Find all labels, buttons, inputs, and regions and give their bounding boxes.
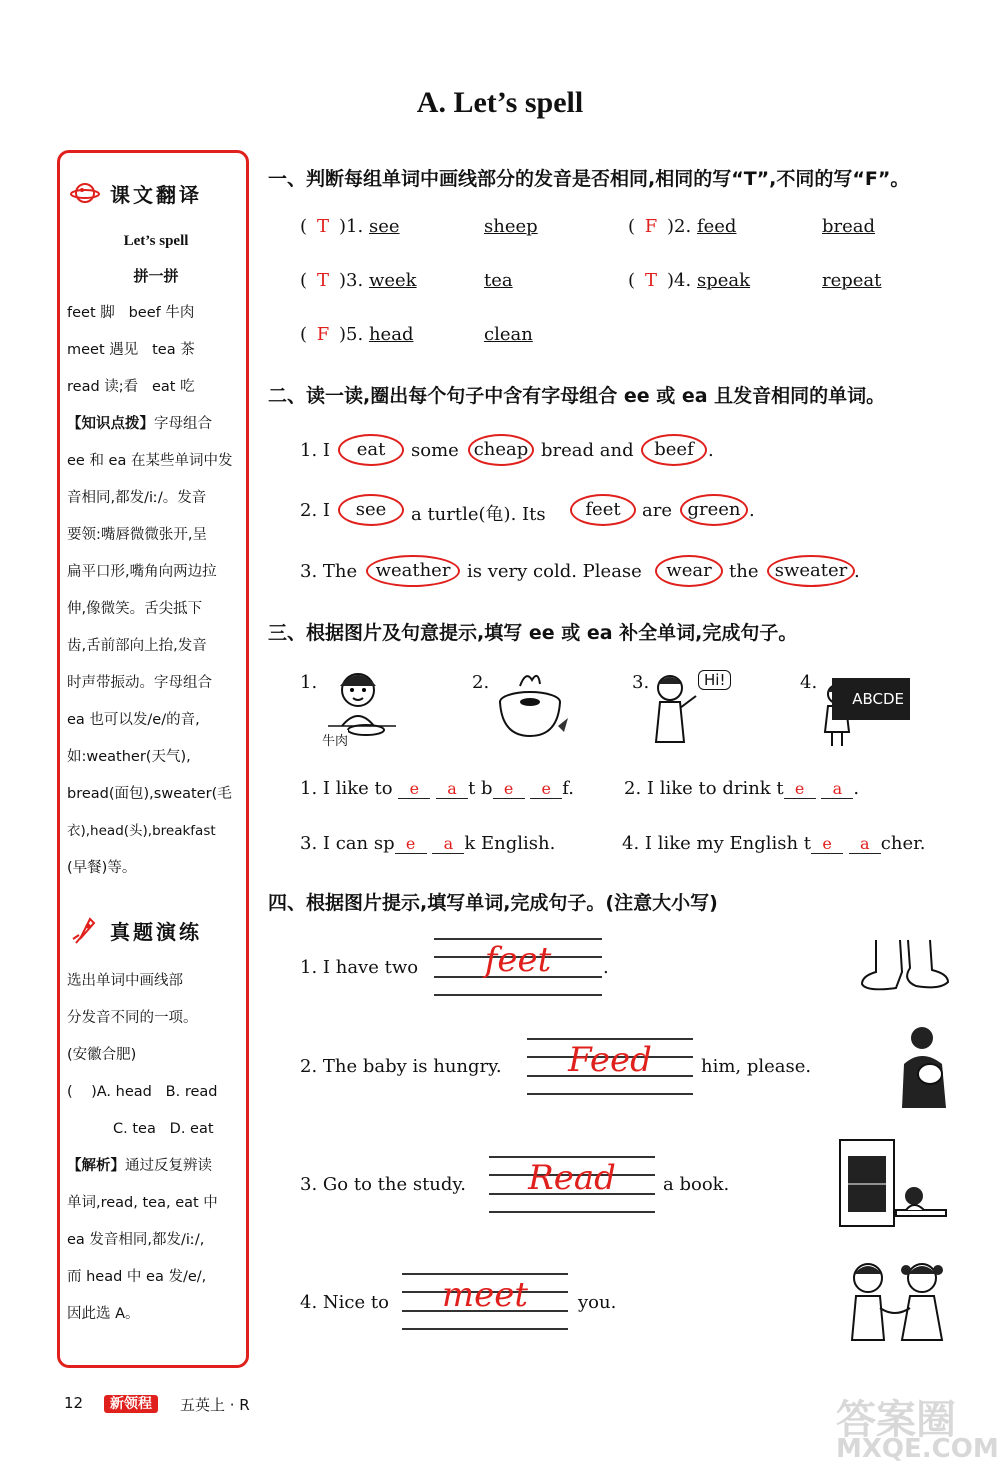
written-answer: feet bbox=[484, 940, 552, 980]
s4-text: . bbox=[603, 957, 609, 978]
s3-question-3: 3. I can sp e a k English. bbox=[300, 833, 556, 854]
drill-line: 选出单词中画线部 bbox=[67, 973, 183, 989]
circled-word: sweater bbox=[767, 555, 855, 587]
feet-picture bbox=[856, 936, 952, 998]
s2-text: the bbox=[729, 561, 759, 582]
s4-text: a book. bbox=[663, 1174, 730, 1195]
tea-pot-picture bbox=[490, 666, 570, 746]
tip-line: (早餐)等。 bbox=[67, 860, 137, 876]
watermark-url: MXQE.COM bbox=[836, 1434, 999, 1464]
tip-line: ea 也可以发/e/的音, bbox=[67, 712, 200, 728]
analysis-label: 【解析】 bbox=[67, 1158, 125, 1174]
handwriting-line bbox=[527, 1038, 693, 1094]
study-room-picture bbox=[836, 1138, 950, 1230]
s1-item-2: ( F )2. feed bbox=[628, 216, 737, 237]
section3-heading: 三、根据图片及句意提示,填写 ee 或 ea 补全单词,完成句子。 bbox=[268, 622, 798, 644]
rocket-icon bbox=[70, 913, 100, 945]
s1-word: bread bbox=[822, 216, 876, 237]
tip-line: 如:weather(天气), bbox=[67, 749, 191, 765]
blackboard: ABCDE bbox=[832, 678, 910, 720]
blank-answer: e bbox=[530, 780, 562, 799]
s1-word: tea bbox=[484, 270, 513, 291]
s1-item-1: ( T )1. see bbox=[300, 216, 400, 237]
s4-text: 1. I have two bbox=[300, 957, 419, 978]
drill-line: ( )A. head B. read bbox=[67, 1084, 218, 1100]
tip-line: bread(面包),sweater(毛 bbox=[67, 786, 232, 802]
sidebar-subtitle-cn: 拼一拼 bbox=[133, 269, 179, 285]
s2-text: . bbox=[708, 440, 714, 461]
speech-bubble: Hi! bbox=[698, 670, 731, 690]
s4-text: 4. Nice to bbox=[300, 1292, 389, 1313]
drill-line: (安徽合肥) bbox=[67, 1047, 137, 1063]
mother-feeding-baby-picture bbox=[894, 1024, 952, 1108]
page-number: 12 bbox=[64, 1394, 84, 1412]
pic-number: 2. bbox=[472, 672, 490, 693]
circled-word: see bbox=[338, 494, 404, 526]
tip-line: 扁平口形,嘴角向两边拉 bbox=[67, 564, 217, 580]
analysis-line: 【解析】通过反复辨读 bbox=[67, 1158, 212, 1174]
s2-text: bread and bbox=[541, 440, 634, 461]
tip-line: 齿,舌前部向上抬,发音 bbox=[67, 638, 207, 654]
section4-heading: 四、根据图片提示,填写单词,完成句子。(注意大小写) bbox=[268, 892, 718, 914]
circled-word: feet bbox=[570, 494, 636, 526]
section1-heading: 一、判断每组单词中画线部分的发音是否相同,相同的写“T”,不同的写“F”。 bbox=[268, 168, 910, 190]
s2-text: a turtle(龟). Its bbox=[411, 504, 546, 525]
blank-answer: e bbox=[395, 835, 427, 854]
s2-text: 1. I bbox=[300, 440, 331, 461]
s1-item-5: ( F )5. head bbox=[300, 324, 414, 345]
s3-question-2: 2. I like to drink t e a . bbox=[624, 778, 860, 799]
pic-number: 4. bbox=[800, 672, 818, 693]
s2-text: some bbox=[411, 440, 459, 461]
publisher-logo: 新领程 bbox=[104, 1393, 158, 1413]
tip-line: 衣),head(头),breakfast bbox=[67, 823, 216, 839]
blank-answer: a bbox=[849, 835, 881, 854]
handwriting-line bbox=[489, 1156, 655, 1212]
blank-answer: a bbox=[821, 780, 853, 799]
vocab-line: read 读;看 eat 吃 bbox=[67, 379, 195, 395]
circled-word: green bbox=[680, 494, 748, 526]
circled-word: beef bbox=[641, 434, 707, 466]
s4-text: 3. Go to the study. bbox=[300, 1174, 466, 1195]
s1-item-4: ( T )4. speak bbox=[628, 270, 751, 291]
section2-heading: 二、读一读,圈出每个句子中含有字母组合 ee 或 ea 且发音相同的单词。 bbox=[268, 385, 886, 407]
analysis-line: 而 head 中 ea 发/e/, bbox=[67, 1269, 207, 1285]
s2-text: . bbox=[854, 561, 860, 582]
s1-item-3: ( T )3. week bbox=[300, 270, 417, 291]
pic-number: 1. bbox=[300, 672, 318, 693]
handwriting-line bbox=[402, 1273, 568, 1329]
s1-word: sheep bbox=[484, 216, 538, 237]
tip-line: 音相同,都发/iː/。发音 bbox=[67, 490, 207, 506]
beef-label: 牛肉 bbox=[322, 730, 348, 749]
s1-word: repeat bbox=[822, 270, 882, 291]
s2-text: 2. I bbox=[300, 500, 331, 521]
tip-line: ee 和 ea 在某些单词中发 bbox=[67, 453, 233, 469]
s2-text: . bbox=[749, 500, 755, 521]
two-kids-shaking-hands-picture bbox=[840, 1256, 952, 1344]
tip-line: 伸,像微笑。舌尖抵下 bbox=[67, 601, 203, 617]
blank-answer: a bbox=[436, 780, 468, 799]
blank-answer: e bbox=[398, 780, 430, 799]
drill-line: 分发音不同的一项。 bbox=[67, 1010, 198, 1026]
s2-text: is very cold. Please bbox=[467, 561, 642, 582]
tip-line: 要领:嘴唇微微张开,呈 bbox=[67, 527, 207, 543]
sidebar-subtitle-en: Let’s spell bbox=[123, 233, 189, 249]
sidebar-heading-translation: 课文翻译 bbox=[70, 179, 202, 208]
watermark: 答案圈 bbox=[836, 1397, 956, 1443]
drill-line: C. tea D. eat bbox=[113, 1121, 214, 1137]
sidebar-heading-drill: 真题演练 bbox=[70, 913, 202, 945]
circled-word: wear bbox=[655, 555, 723, 587]
analysis-line: 因此选 A。 bbox=[67, 1306, 140, 1322]
written-answer: Feed bbox=[568, 1040, 652, 1080]
s4-text: you. bbox=[578, 1292, 617, 1313]
circled-word: weather bbox=[366, 555, 460, 587]
tip-line: 【知识点拨】字母组合 bbox=[67, 416, 212, 432]
blank-answer: e bbox=[784, 780, 816, 799]
s4-text: 2. The baby is hungry. bbox=[300, 1056, 502, 1077]
tip-line: 时声带振动。字母组合 bbox=[67, 675, 212, 691]
s4-text: him, please. bbox=[701, 1056, 812, 1077]
pic-number: 3. bbox=[632, 672, 650, 693]
analysis-line: ea 发音相同,都发/iː/, bbox=[67, 1232, 205, 1248]
circled-word: eat bbox=[338, 434, 404, 466]
circled-word: cheap bbox=[468, 434, 534, 466]
vocab-line: feet 脚 beef 牛肉 bbox=[67, 305, 195, 321]
s2-text: 3. The bbox=[300, 561, 358, 582]
blank-answer: e bbox=[811, 835, 843, 854]
planet-icon bbox=[70, 180, 100, 206]
vocab-line: meet 遇见 tea 茶 bbox=[67, 342, 195, 358]
blank-answer: e bbox=[493, 780, 525, 799]
tip-label: 【知识点拨】 bbox=[67, 416, 154, 432]
s1-word: clean bbox=[484, 324, 533, 345]
sidebar-panel bbox=[57, 150, 249, 1368]
blank-answer: a bbox=[432, 835, 464, 854]
written-answer: meet bbox=[441, 1275, 529, 1315]
written-answer: Read bbox=[528, 1158, 616, 1198]
s3-question-1: 1. I like to e a t b e e f. bbox=[300, 778, 575, 799]
page-title: A. Let’s spell bbox=[416, 86, 584, 119]
s3-question-4: 4. I like my English t e a cher. bbox=[622, 833, 926, 854]
analysis-line: 单词,read, tea, eat 中 bbox=[67, 1195, 218, 1211]
s2-text: are bbox=[642, 500, 672, 521]
grade-label: 五英上 · R bbox=[180, 1396, 250, 1414]
handwriting-line bbox=[434, 938, 602, 996]
